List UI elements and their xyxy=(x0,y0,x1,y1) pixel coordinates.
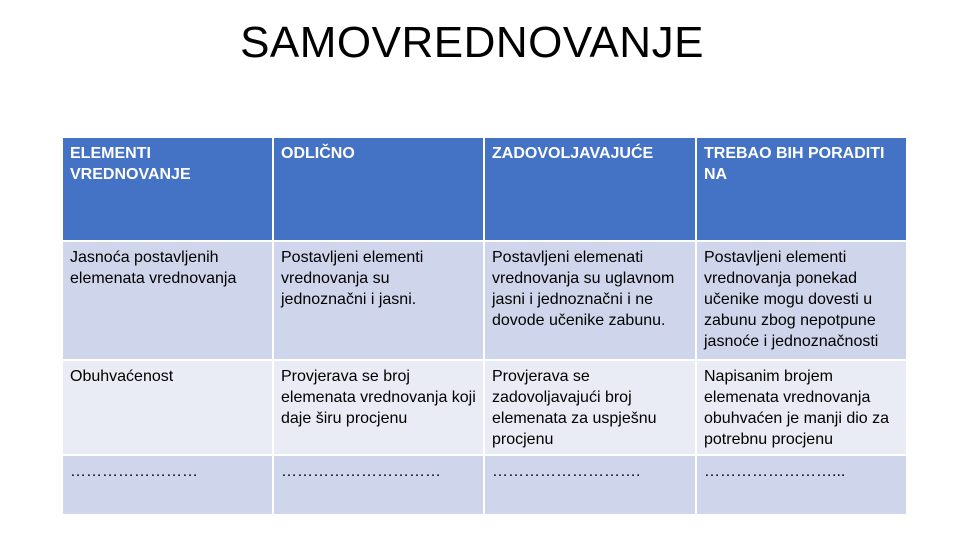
table-row xyxy=(62,360,907,455)
header-excellent: ODLIČNO xyxy=(273,137,484,241)
table-cell: ………………………. xyxy=(484,455,696,515)
table-cell: …………………… xyxy=(62,455,273,515)
page-title: SAMOVREDNOVANJE xyxy=(240,18,704,67)
table-cell: Provjerava se broj elemenata vrednovanja koji daje širu procjenu xyxy=(273,360,484,455)
header-elements: ELEMENTI VREDNOVANJE xyxy=(62,137,273,241)
self-evaluation-table xyxy=(61,136,908,516)
table-cell: Postavljeni elementi vrednovanja ponekad učenike mogu dovesti u zabunu zbog nepotpune jasnoće i jednoznačnosti xyxy=(696,241,907,360)
header-satisfactory: ZADOVOLJAVAJUĆE xyxy=(484,137,696,241)
table-cell: Napisanim brojem elemenata vrednovanja obuhvaćen je manji dio za potrebnu procjenu xyxy=(696,360,907,455)
table-row xyxy=(62,241,907,360)
table-cell: ……………………... xyxy=(696,455,907,515)
table-row xyxy=(62,455,907,515)
table-cell: Obuhvaćenost xyxy=(62,360,273,455)
table-cell: ………………………… xyxy=(273,455,484,515)
table-cell: Provjerava se zadovoljavajući broj elemenata za uspješnu procjenu xyxy=(484,360,696,455)
header-needs-improvement: TREBAO BIH PORADITI NA xyxy=(696,137,907,241)
table-cell: Postavljeni elementi vrednovanja su jednoznačni i jasni. xyxy=(273,241,484,360)
table-cell: Postavljeni elemenati vrednovanja su uglavnom jasni i jednoznačni i ne dovode učenike zabunu. xyxy=(484,241,696,360)
table-cell: Jasnoća postavljenih elemenata vrednovanja xyxy=(62,241,273,360)
table-header-row xyxy=(62,137,907,241)
